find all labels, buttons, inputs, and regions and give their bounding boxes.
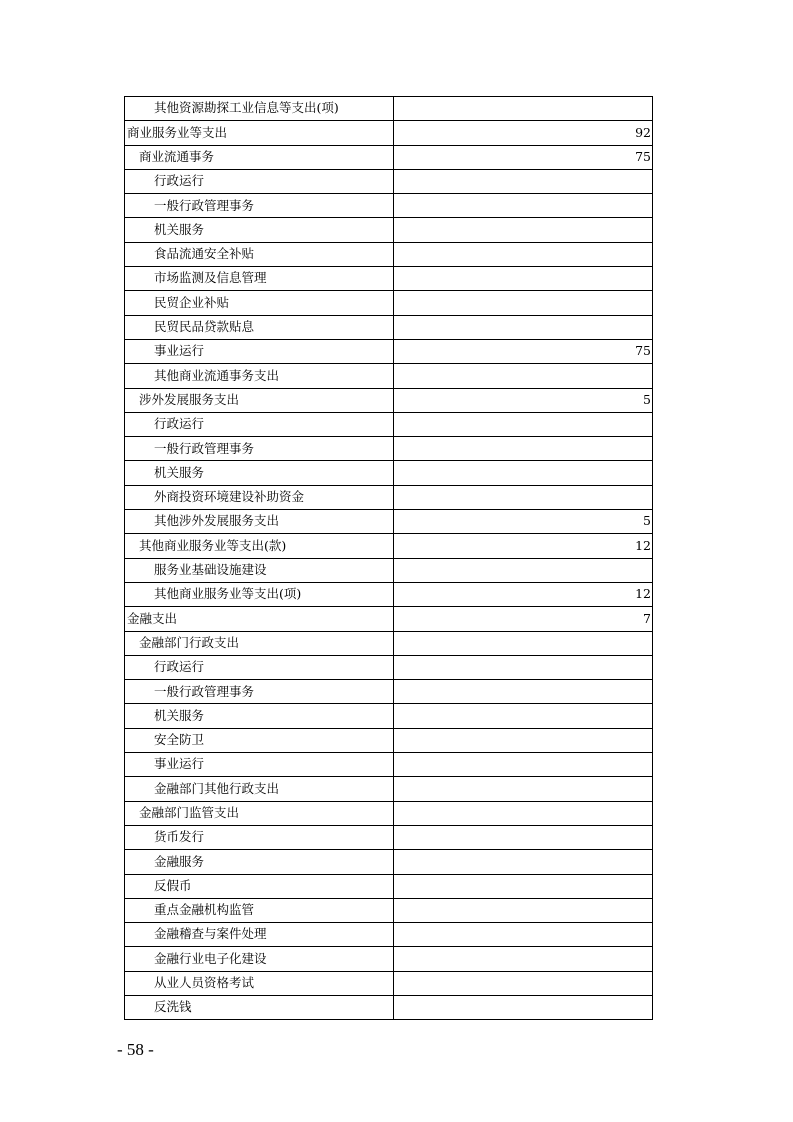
table-row [125,753,653,777]
item-name: 金融稽查与案件处理 [154,926,267,942]
table-row [125,995,653,1019]
table-row [125,267,653,291]
amount-cell [394,825,653,849]
table-row [125,388,653,412]
table-row [125,169,653,193]
item-name: 事业运行 [154,756,205,772]
amount-cell [394,753,653,777]
item-name-cell [125,97,394,121]
item-name: 民贸民品贷款贴息 [154,319,255,335]
budget-table [124,96,653,1020]
item-name: 其他商业服务业等支出(项) [154,586,302,602]
amount-cell [394,923,653,947]
amount-cell [394,558,653,582]
table-row [125,461,653,485]
item-name: 从业人员资格考试 [154,975,255,991]
item-name-cell [125,242,394,266]
table-row [125,874,653,898]
amount-cell [394,412,653,436]
table-row [125,558,653,582]
table-row [125,437,653,461]
item-name-cell [125,704,394,728]
amount-cell [394,850,653,874]
amount-cell [394,704,653,728]
table-row [125,631,653,655]
amount-cell [394,242,653,266]
item-name: 行政运行 [154,659,205,675]
item-name-cell [125,850,394,874]
amount-cell [394,194,653,218]
table-row [125,510,653,534]
item-name-cell [125,582,394,606]
item-name: 金融行业电子化建设 [154,950,267,966]
item-name-cell [125,364,394,388]
amount-cell: 75 [394,145,653,169]
table-row [125,655,653,679]
amount-cell [394,898,653,922]
item-name-cell [125,315,394,339]
item-name-cell [125,412,394,436]
item-name-cell [125,339,394,363]
item-name-cell [125,558,394,582]
item-name: 重点金融机构监管 [154,902,255,918]
table-row [125,582,653,606]
item-name-cell [125,777,394,801]
amount-cell [394,995,653,1019]
item-name-cell [125,145,394,169]
table-row [125,534,653,558]
amount-cell [394,485,653,509]
item-name-cell [125,898,394,922]
amount-cell: 5 [394,388,653,412]
item-name: 市场监测及信息管理 [154,270,267,286]
table-row [125,121,653,145]
table-row [125,145,653,169]
amount-cell [394,315,653,339]
item-name: 一般行政管理事务 [154,197,255,213]
item-name-cell [125,461,394,485]
item-name-cell [125,971,394,995]
item-name: 行政运行 [154,173,205,189]
amount-cell [394,947,653,971]
amount-cell [394,218,653,242]
table-row [125,704,653,728]
amount-cell: 12 [394,582,653,606]
item-name-cell [125,437,394,461]
table-row [125,291,653,315]
amount-cell [394,631,653,655]
item-name-cell [125,995,394,1019]
item-name-cell [125,728,394,752]
item-name-cell [125,218,394,242]
amount-cell [394,437,653,461]
item-name: 机关服务 [154,221,205,237]
amount-cell [394,680,653,704]
amount-cell [394,777,653,801]
table-row [125,242,653,266]
item-name-cell [125,874,394,898]
item-name: 行政运行 [154,416,205,432]
table-row [125,218,653,242]
table-row [125,971,653,995]
amount-cell: 12 [394,534,653,558]
table-row [125,680,653,704]
item-name: 民贸企业补贴 [154,294,230,310]
item-name-cell [125,631,394,655]
table-row [125,850,653,874]
table-row [125,194,653,218]
item-name-cell [125,680,394,704]
amount-cell [394,364,653,388]
item-name: 反洗钱 [154,999,192,1015]
item-name-cell [125,607,394,631]
amount-cell [394,801,653,825]
item-name: 商业服务业等支出 [127,124,228,140]
item-name-cell [125,267,394,291]
item-name: 安全防卫 [154,732,205,748]
item-name: 涉外发展服务支出 [139,391,240,407]
table-row [125,801,653,825]
amount-cell [394,874,653,898]
table-row [125,898,653,922]
amount-cell [394,291,653,315]
amount-cell [394,728,653,752]
table-row [125,728,653,752]
item-name-cell [125,388,394,412]
table-row [125,825,653,849]
amount-cell [394,97,653,121]
item-name: 金融部门监管支出 [139,805,240,820]
page-number: - 58 - [117,1040,154,1059]
amount-cell: 75 [394,339,653,363]
item-name-cell [125,534,394,558]
item-name: 机关服务 [154,707,205,723]
item-name: 金融部门其他行政支出 [154,780,280,796]
amount-cell: 92 [394,121,653,145]
amount-cell [394,267,653,291]
amount-cell [394,461,653,485]
item-name: 其他资源勘探工业信息等支出(项) [154,100,339,116]
table-body [125,97,653,1020]
item-name-cell [125,510,394,534]
amount-cell [394,655,653,679]
item-name-cell [125,801,394,825]
item-name-cell [125,169,394,193]
amount-cell [394,971,653,995]
item-name: 金融服务 [154,853,205,869]
item-name: 商业流通事务 [139,148,215,164]
item-name: 金融支出 [127,610,178,626]
item-name: 一般行政管理事务 [154,683,255,699]
item-name-cell [125,947,394,971]
table-row [125,607,653,631]
item-name-cell [125,194,394,218]
table-row [125,339,653,363]
item-name: 机关服务 [154,464,205,480]
item-name: 反假币 [154,877,192,893]
item-name: 货币发行 [154,829,205,845]
item-name: 食品流通安全补贴 [154,246,255,262]
table-row [125,923,653,947]
table-row [125,777,653,801]
item-name: 其他涉外发展服务支出 [154,513,280,529]
item-name: 服务业基础设施建设 [154,562,267,578]
item-name: 一般行政管理事务 [154,440,255,456]
table-row [125,947,653,971]
table-row [125,485,653,509]
amount-cell [394,169,653,193]
table-row [125,364,653,388]
item-name-cell [125,121,394,145]
amount-cell: 5 [394,510,653,534]
item-name-cell [125,655,394,679]
table-row [125,97,653,121]
item-name-cell [125,825,394,849]
table-row [125,315,653,339]
item-name: 其他商业流通事务支出 [154,367,280,383]
item-name-cell [125,485,394,509]
item-name-cell [125,923,394,947]
item-name-cell [125,753,394,777]
item-name: 事业运行 [154,343,205,359]
amount-cell: 7 [394,607,653,631]
item-name-cell [125,291,394,315]
table-row [125,412,653,436]
item-name: 金融部门行政支出 [139,634,240,650]
item-name: 其他商业服务业等支出(款) [139,537,287,553]
item-name: 外商投资环境建设补助资金 [154,489,305,505]
